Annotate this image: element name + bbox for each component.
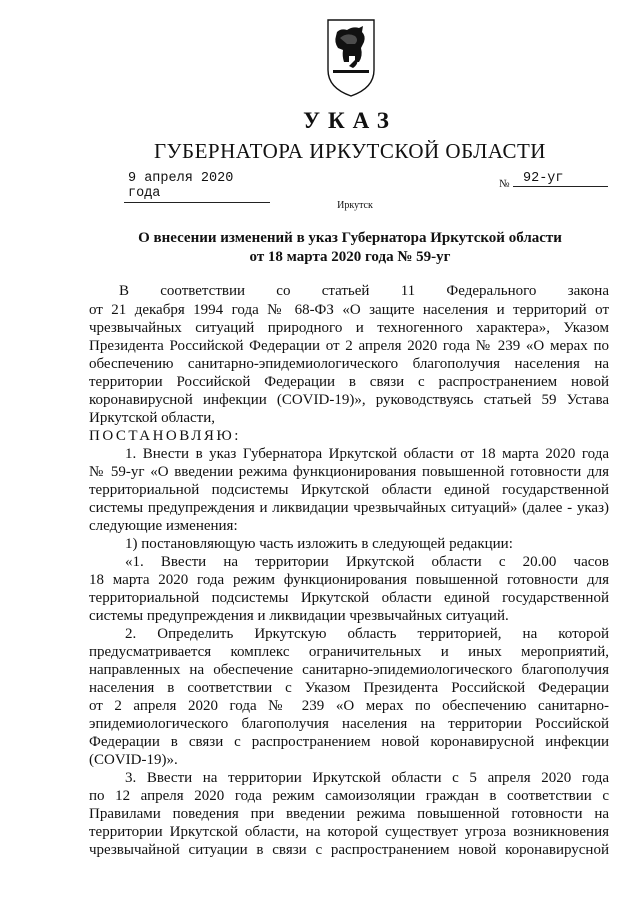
body-line: В соответствии со статьей 11 Федерального закона xyxy=(119,283,609,299)
coat-of-arms-icon xyxy=(325,18,377,98)
body-line: 1. Внести в указ Губернатора Иркутской области от 18 марта 2020 года xyxy=(125,446,609,462)
body-line: территориальной подсистемы Иркутской области единой государственной xyxy=(89,482,609,498)
body-line: предусматривается комплекс ограничительных и иных мероприятий, xyxy=(89,644,609,660)
body-line: следующие изменения: xyxy=(89,518,238,534)
title-line: О внесении изменений в указ Губернатора Иркутской области xyxy=(138,230,562,246)
number-label: № xyxy=(499,178,510,190)
body-line: направленных на обеспечение санитарно-эпидемиологического благополучия xyxy=(89,662,609,678)
document-type-heading: УКАЗ xyxy=(303,108,397,133)
body-line: Федерации в связи с распространением новой коронавирусной инфекции xyxy=(89,734,609,750)
body-line: системы предупреждения и ликвидации чрезвычайных ситуаций» (далее - указ) xyxy=(89,500,609,516)
body-line: «1. Ввести на территории Иркутской области с 20.00 часов xyxy=(125,554,609,570)
body-line: чрезвычайной ситуации в связи с распространением новой коронавирусной xyxy=(89,842,609,858)
document-title xyxy=(80,229,620,267)
body-line: территориальной подсистемы Иркутской области единой государственной xyxy=(89,590,609,606)
body-line: от 2 апреля 2020 года № 239 «О мерах по обеспечению санитарно- xyxy=(89,698,609,714)
body-line: (COVID-19)». xyxy=(89,752,178,768)
body-line: по 12 апреля 2020 года режим самоизоляции граждан в соответствии с xyxy=(89,788,609,804)
body-line: 2. Определить Иркутскую область территорией, на которой xyxy=(125,626,609,642)
body-line: территории Российской Федерации в связи с распространением новой xyxy=(89,374,609,390)
body-line: 3. Ввести на территории Иркутской области с 5 апреля 2020 года xyxy=(125,770,609,786)
body-line: населения в соответствии с Указом Президента Российской Федерации xyxy=(89,680,609,696)
document-date: 9 апреля 2020 года xyxy=(124,171,270,203)
body-line: Иркутской области, xyxy=(89,410,215,426)
body-line: чрезвычайных ситуаций природного и техногенного характера», Указом xyxy=(89,320,609,336)
resolution-word: ПОСТАНОВЛЯЮ: xyxy=(89,428,241,444)
body-line: системы предупреждения и ликвидации чрезвычайных ситуаций. xyxy=(89,608,509,624)
city-name: Иркутск xyxy=(337,200,373,211)
body-line: Президента Российской Федерации от 2 апреля 2020 года № 239 «О мерах по xyxy=(89,338,609,354)
issuer-heading: ГУБЕРНАТОРА ИРКУТСКОЙ ОБЛАСТИ xyxy=(154,139,546,163)
body-line: обеспечению санитарно-эпидемиологического благополучия населения на xyxy=(89,356,609,372)
body-line: эпидемиологического благополучия населения на территории Российской xyxy=(89,716,609,732)
document-number: 92-уг xyxy=(513,171,608,187)
body-line: 1) постановляющую часть изложить в следующей редакции: xyxy=(125,536,513,552)
body-line: № 59-уг «О введении режима функционирования повышенной готовности для xyxy=(89,464,609,480)
body-line: Правилами поведения при введении режима повышенной готовности на xyxy=(89,806,609,822)
body-line: от 21 декабря 1994 года № 68-ФЗ «О защите населения и территорий от xyxy=(89,302,609,318)
title-line: от 18 марта 2020 года № 59-уг xyxy=(249,249,451,265)
body-line: 18 марта 2020 года режим функционирования повышенной готовности для xyxy=(89,572,609,588)
body-line: территории Иркутской области, на которой существует угроза возникновения xyxy=(89,824,609,840)
body-line: коронавирусной инфекции (COVID-19)», руководствуясь статьей 59 Устава xyxy=(89,392,609,408)
